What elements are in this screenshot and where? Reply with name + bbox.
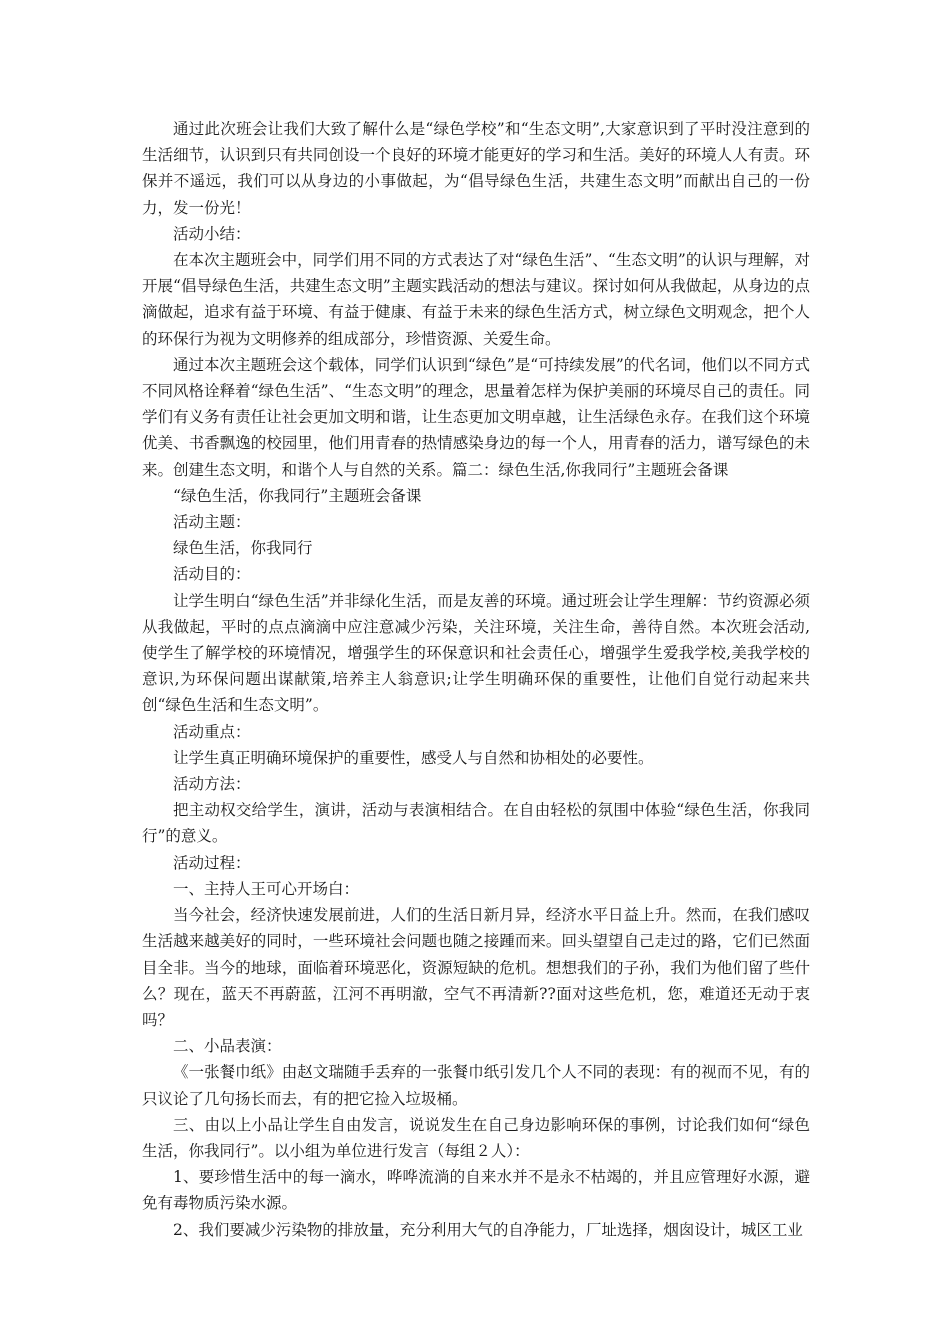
paragraph-summary-2: 通过本次主题班会这个载体，同学们认识到“绿色”是“可持续发展”的代名词，他们以不同方式不同风格诠释着“绿色生活”、“生态文明”的理念，思量着怎样为保护美丽的环境尽自己的责任。同学们有义务有责任让社会更加文明和谐，让生态更加文明卓越，让生活绿色永存。在我们这个环境优美、书香飘逸的校园里，他们用青春的热情感染身边的每一个人，用青春的活力，谱写绿色的未来。创建生态文明，和谐个人与自然的关系。篇二：绿色生活,你我同行”主题班会备课 bbox=[142, 355, 810, 479]
activity-theme: 绿色生活，你我同行 bbox=[173, 539, 313, 558]
process-step-1-heading: 一、主持人王可心开场白： bbox=[173, 879, 360, 898]
paragraph-1: 通过此次班会让我们大致了解什么是“绿色学校”和“生态文明”,大家意识到了平时没注意到的生活细节，认识到只有共同创设一个良好的环境才能更好的学习和生活。美好的环境人人有责。环保并不遥远，我们可以从身边的小事做起，为“倡导绿色生活，共建生态文明”而献出自己的一份力，发一份光！ bbox=[142, 120, 810, 217]
heading-activity-process: 活动过程： bbox=[173, 853, 251, 872]
paragraph-summary-1: 在本次主题班会中，同学们用不同的方式表达了对“绿色生活”、“生态文明”的认识与理解，对开展“倡导绿色生活，共建生态文明”主题实践活动的想法与建议。探讨如何从我做起，从身边的点滴做起，追求有益于环境、有益于健康、有益于未来的绿色生活方式，树立绿色文明观念，把个人的环保行为视为文明修养的组成部分，珍惜资源、关爱生命。 bbox=[142, 251, 810, 348]
heading-activity-purpose: 活动目的： bbox=[173, 565, 251, 584]
heading-activity-theme: 活动主题： bbox=[173, 513, 251, 532]
activity-purpose: 让学生明白“绿色生活”并非绿化生活，而是友善的环境。通过班会让学生理解：节约资源必须从我做起，平时的点点滴滴中应注意减少污染，关注环境，关注生命，善待自然。本次班会活动,使学生了解学校的环境情况，增强学生的环保意识和社会责任心，增强学生爱我学校,美我学校的意识,为环保问题出谋献策,培养主人翁意识;让学生明确环保的重要性，让他们自觉行动起来共创“绿色生活和生态文明”。 bbox=[142, 591, 810, 715]
process-step-3: 三、由以上小品让学生自由发言，说说发生在自己身边影响环保的事例，讨论我们如何“绿色生活，你我同行”。以小组为单位进行发言（每组２人）： bbox=[142, 1115, 810, 1160]
discussion-point-2: 2、我们要减少污染物的排放量，充分利用大气的自净能力，厂址选择，烟囱设计，城区工业 bbox=[173, 1220, 803, 1239]
activity-method: 把主动权交给学生，演讲，活动与表演相结合。在自由轻松的氛围中体验“绿色生活，你我同行”的意义。 bbox=[142, 801, 810, 846]
document-page bbox=[142, 116, 810, 1243]
lesson-title: “绿色生活，你我同行”主题班会备课 bbox=[173, 486, 422, 505]
host-opening-speech: 当今社会，经济快速发展前进，人们的生活日新月异，经济水平日益上升。然而，在我们感叹生活越来越美好的同时，一些环境社会问题也随之接踵而来。回头望望自己走过的路，它们已然面目全非。当今的地球，面临着环境恶化，资源短缺的危机。想想我们的子孙，我们为他们留了些什么？现在，蓝天不再蔚蓝，江河不再明澈，空气不再清新??面对这些危机，您，难道还无动于衷吗？ bbox=[142, 906, 810, 1029]
process-step-2-heading: 二、小品表演： bbox=[173, 1037, 282, 1056]
heading-activity-summary: 活动小结： bbox=[173, 224, 251, 243]
skit-description: 《一张餐巾纸》由赵文瑞随手丢弃的一张餐巾纸引发几个人不同的表现：有的视而不见，有的只议论了几句扬长而去，有的把它捡入垃圾桶。 bbox=[142, 1063, 810, 1108]
heading-activity-method: 活动方法： bbox=[173, 775, 251, 794]
activity-focus: 让学生真正明确环境保护的重要性，感受人与自然和协相处的必要性。 bbox=[173, 748, 654, 767]
heading-activity-focus: 活动重点： bbox=[173, 722, 251, 741]
discussion-point-1: 1、要珍惜生活中的每一滴水，哗哗流淌的自来水并不是永不枯竭的，并且应管理好水源，避免有毒物质污染水源。 bbox=[142, 1168, 810, 1213]
